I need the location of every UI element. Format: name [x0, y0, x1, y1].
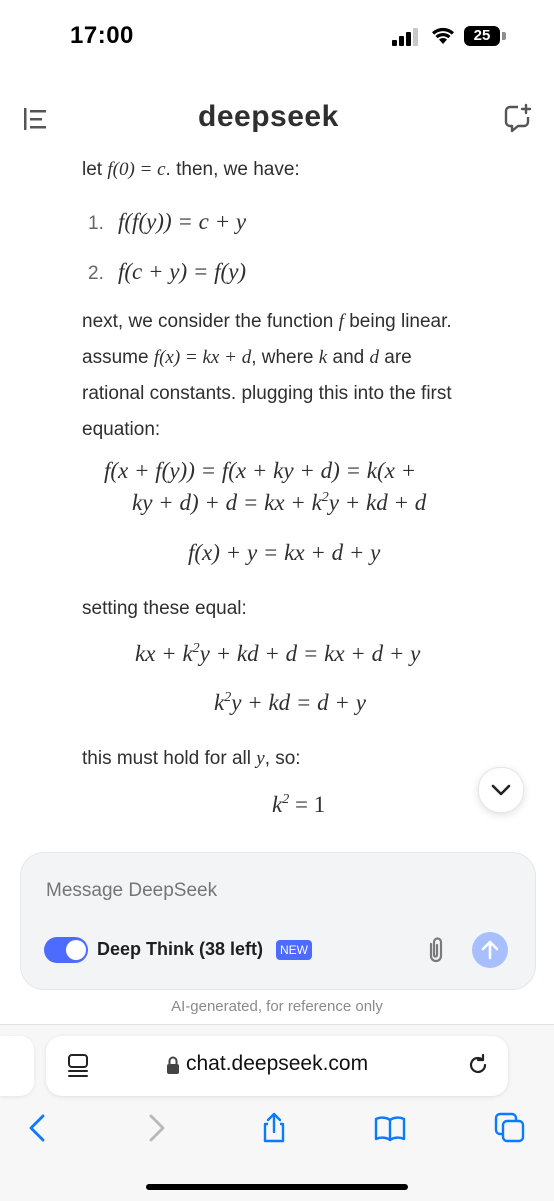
- reader-view-icon[interactable]: [66, 1053, 90, 1079]
- equation-line: ky + d) + d = kx + $k^2y$ + kd + d: [132, 490, 427, 515]
- list-item: 1. f(f(y)) = c + y: [88, 209, 247, 234]
- previous-tab-preview[interactable]: [0, 1036, 34, 1096]
- brand-logo: deepseek: [198, 100, 339, 133]
- toggle-knob: [66, 940, 86, 960]
- paragraph-intro: let f(0) = c. then, we have:: [82, 159, 300, 180]
- back-arrow-icon[interactable]: [22, 1112, 54, 1144]
- url-text[interactable]: chat.deepseek.com: [186, 1052, 369, 1075]
- equation-line: $k^2y$ + kd = d + y: [214, 690, 366, 715]
- deep-think-label: Deep Think (38 left): [97, 939, 264, 959]
- scroll-to-bottom-button[interactable]: [478, 767, 524, 813]
- new-badge: NEW: [276, 940, 312, 960]
- wifi-icon: [430, 24, 456, 46]
- paragraph-must-hold: this must hold for all y, so:: [82, 748, 301, 769]
- equation-list: [88, 198, 246, 298]
- status-time: 17:00: [70, 22, 134, 49]
- ai-disclaimer: AI-generated, for reference only: [171, 998, 383, 1015]
- forward-arrow-icon[interactable]: [140, 1112, 172, 1144]
- equation-line: kx + $k^2y$ + kd + d = kx + d + y: [135, 641, 421, 666]
- paragraph-setting-equal: setting these equal:: [82, 598, 247, 619]
- equation-line: f(x + f(y)) = f(x + ky + d) = k(x +: [104, 458, 417, 483]
- menu-icon[interactable]: [24, 105, 48, 133]
- list-item: 2. f(c + y) = f(y): [88, 259, 247, 284]
- lock-icon: [166, 1056, 180, 1074]
- reload-icon[interactable]: [466, 1053, 490, 1077]
- arrow-up-icon: [481, 940, 499, 960]
- paperclip-icon[interactable]: [424, 934, 448, 966]
- message-composer: [20, 852, 536, 990]
- battery-tip: [502, 32, 506, 40]
- equation-line: f(x) + y = kx + d + y: [188, 540, 381, 565]
- cellular-signal-icon: [392, 28, 420, 46]
- share-icon[interactable]: [258, 1112, 290, 1144]
- send-button[interactable]: [472, 932, 508, 968]
- chevron-down-icon: [491, 784, 511, 796]
- equation-line: $k^2 = 1$: [272, 792, 326, 817]
- math-inline: f(0) = c: [107, 159, 166, 180]
- paragraph-linear-assumption: next, we consider the function f being linear. assume f(x) = kx + d, where k and d are rational constants. plugging this into the first equation:: [82, 311, 452, 440]
- bookmarks-icon[interactable]: [374, 1112, 406, 1144]
- new-chat-icon[interactable]: [503, 103, 533, 133]
- tabs-icon[interactable]: [494, 1112, 526, 1144]
- home-indicator: [146, 1184, 408, 1190]
- message-input[interactable]: [46, 880, 426, 902]
- battery-indicator: 25: [464, 26, 500, 46]
